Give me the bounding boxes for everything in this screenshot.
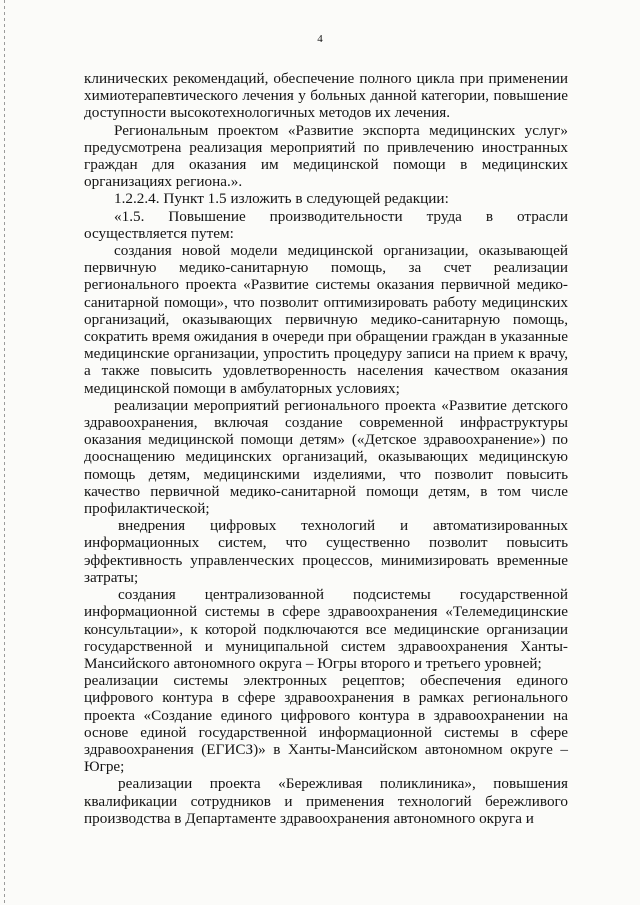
- paragraph-7: внедрения цифровых технологий и автоматизированных информационных систем, что существенно позволит повысить эффективность управленческих процессов, минимизировать временные затраты;: [84, 517, 568, 586]
- page-edge-marks: [4, 0, 5, 905]
- paragraph-9: реализации системы электронных рецептов; обеспечения единого цифрового контура в сфере здравоохранения в рамках регионального проекта «Создание единого цифрового контура в здравоохранении на основе единой государственной информационной системы в сфере здравоохранения (ЕГИСЗ)» в Ханты-Мансийском автономном округе – Югре;: [84, 672, 568, 776]
- paragraph-10: реализации проекта «Бережливая поликлиника», повышения квалификации сотрудников и применения технологий бережливого производства в Департаменте здравоохранения автономного округа и: [84, 775, 568, 827]
- paragraph-8: создания централизованной подсистемы государственной информационной системы в сфере здравоохранения «Телемедицинские консультации», к которой подключаются все медицинские организации государственной и муниципальной систем здравоохранения Ханты-Мансийского автономного округа – Югры второго и третьего уровней;: [84, 586, 568, 672]
- paragraph-3: 1.2.2.4. Пункт 1.5 изложить в следующей редакции:: [114, 190, 449, 208]
- page-number: 4: [317, 33, 323, 45]
- paragraph-4: «1.5. Повышение производительности труда в отрасли осуществляется путем:: [84, 207, 568, 242]
- document-body: [84, 70, 568, 827]
- paragraph-2: Региональным проектом «Развитие экспорта медицинских услуг» предусмотрена реализация мероприятий по привлечению иностранных граждан для оказания им медицинской помощи в медицинских организациях региона.».: [84, 121, 568, 191]
- paragraph-5: создания новой модели медицинской организации, оказывающей первичную медико-санитарную помощь, за счет реализации регионального проекта «Развитие системы оказания первичной медико-санитарной помощи», что позволит оптимизировать работу медицинских организаций, оказывающих первичную медико-санитарную помощь, сократить время ожидания в очереди при обращении граждан в указанные медицинские организации, упростить процедуру записи на прием к врачу, а также повысить удовлетворенность населения качеством оказания медицинской помощи в амбулаторных условиях;: [84, 242, 568, 397]
- paragraph-1: клинических рекомендаций, обеспечение полного цикла при применении химиотерапевтического лечения у больных данной категории, повышение доступности высокотехнологичных методов их лечения.: [84, 70, 568, 122]
- paragraph-6: реализации мероприятий регионального проекта «Развитие детского здравоохранения, включая создание современной инфраструктуры оказания медицинской помощи детям» («Детское здравоохранение») по дооснащению медицинских организаций, оказывающих медицинскую помощь детям, медицинскими изделиями, что позволит повысить качество первичной медико-санитарной помощи детям, в том числе профилактической;: [84, 396, 568, 518]
